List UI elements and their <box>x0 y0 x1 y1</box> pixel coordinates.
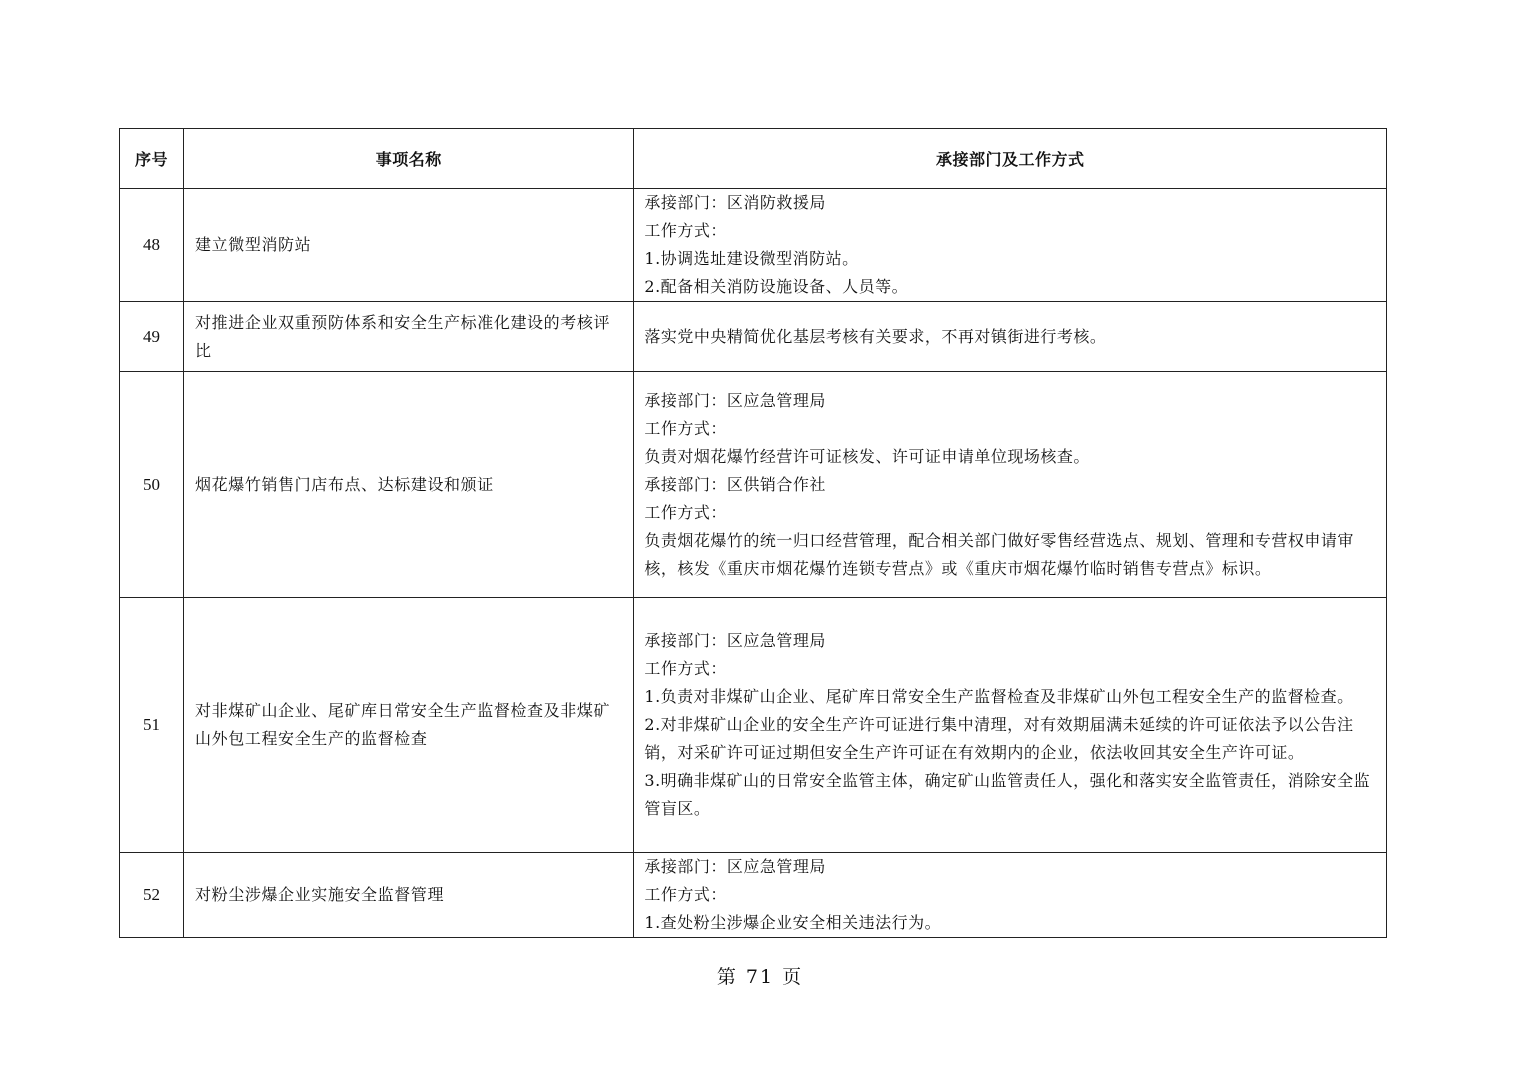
row-serial-number: 50 <box>120 372 184 598</box>
dept-line: 承接部门：区应急管理局 <box>644 390 826 410</box>
dept-line: 负责对烟花爆竹经营许可证核发、许可证申请单位现场核查。 <box>644 446 1090 466</box>
row-department-and-method <box>634 189 1387 302</box>
row-department-and-method <box>634 372 1387 598</box>
header-department-and-method: 承接部门及工作方式 <box>634 129 1387 189</box>
dept-line: 落实党中央精简优化基层考核有关要求，不再对镇街进行考核。 <box>644 326 1107 346</box>
table-header-row <box>120 129 1387 189</box>
dept-line: 承接部门：区消防救援局 <box>644 193 826 212</box>
dept-line: 1.负责对非煤矿山企业、尾矿库日常安全生产监督检查及非煤矿山外包工程安全生产的监督检查。 <box>644 687 1354 706</box>
table-row <box>120 372 1387 598</box>
dept-line: 2.配备相关消防设施设备、人员等。 <box>644 277 909 296</box>
row-serial-number: 49 <box>120 302 184 372</box>
dept-line: 3.明确非煤矿山的日常安全监管主体，确定矿山监管责任人，强化和落实安全监管责任，消除安全监管盲区。 <box>644 771 1371 818</box>
row-department-and-method <box>634 302 1387 372</box>
table-row <box>120 853 1387 938</box>
dept-line: 1.查处粉尘涉爆企业安全相关违法行为。 <box>644 913 942 932</box>
page-number: 第 71 页 <box>716 966 804 988</box>
row-matter-name: 建立微型消防站 <box>184 189 634 302</box>
dept-line: 工作方式： <box>644 885 727 904</box>
row-serial-number: 51 <box>120 598 184 853</box>
dept-line: 工作方式： <box>644 502 727 522</box>
dept-line: 工作方式： <box>644 221 727 240</box>
row-department-and-method <box>634 598 1387 853</box>
dept-line: 1.协调选址建设微型消防站。 <box>644 249 859 268</box>
table-row <box>120 189 1387 302</box>
row-matter-name: 对粉尘涉爆企业实施安全监督管理 <box>184 853 634 938</box>
dept-line: 承接部门：区应急管理局 <box>644 631 826 650</box>
row-serial-number: 52 <box>120 853 184 938</box>
dept-line: 工作方式： <box>644 659 727 678</box>
row-serial-number: 48 <box>120 189 184 302</box>
dept-line: 负责烟花爆竹的统一归口经营管理，配合相关部门做好零售经营选点、规划、管理和专营权申请审核，核发《重庆市烟花爆竹连锁专营点》或《重庆市烟花爆竹临时销售专营点》标识。 <box>644 530 1354 578</box>
table-row <box>120 598 1387 853</box>
row-department-and-method <box>634 853 1387 938</box>
dept-line: 2.对非煤矿山企业的安全生产许可证进行集中清理，对有效期届满未延续的许可证依法予以公告注销，对采矿许可证过期但安全生产许可证在有效期内的企业，依法收回其安全生产许可证。 <box>644 715 1354 762</box>
matters-table <box>119 128 1387 938</box>
dept-line: 承接部门：区供销合作社 <box>644 474 826 494</box>
header-serial-number: 序号 <box>120 129 184 189</box>
row-matter-name: 对非煤矿山企业、尾矿库日常安全生产监督检查及非煤矿山外包工程安全生产的监督检查 <box>184 598 634 853</box>
table-row <box>120 302 1387 372</box>
header-matter-name: 事项名称 <box>184 129 634 189</box>
row-matter-name: 烟花爆竹销售门店布点、达标建设和颁证 <box>184 372 634 598</box>
row-matter-name: 对推进企业双重预防体系和安全生产标准化建设的考核评比 <box>184 302 634 372</box>
dept-line: 工作方式： <box>644 418 727 438</box>
dept-line: 承接部门：区应急管理局 <box>644 857 826 876</box>
